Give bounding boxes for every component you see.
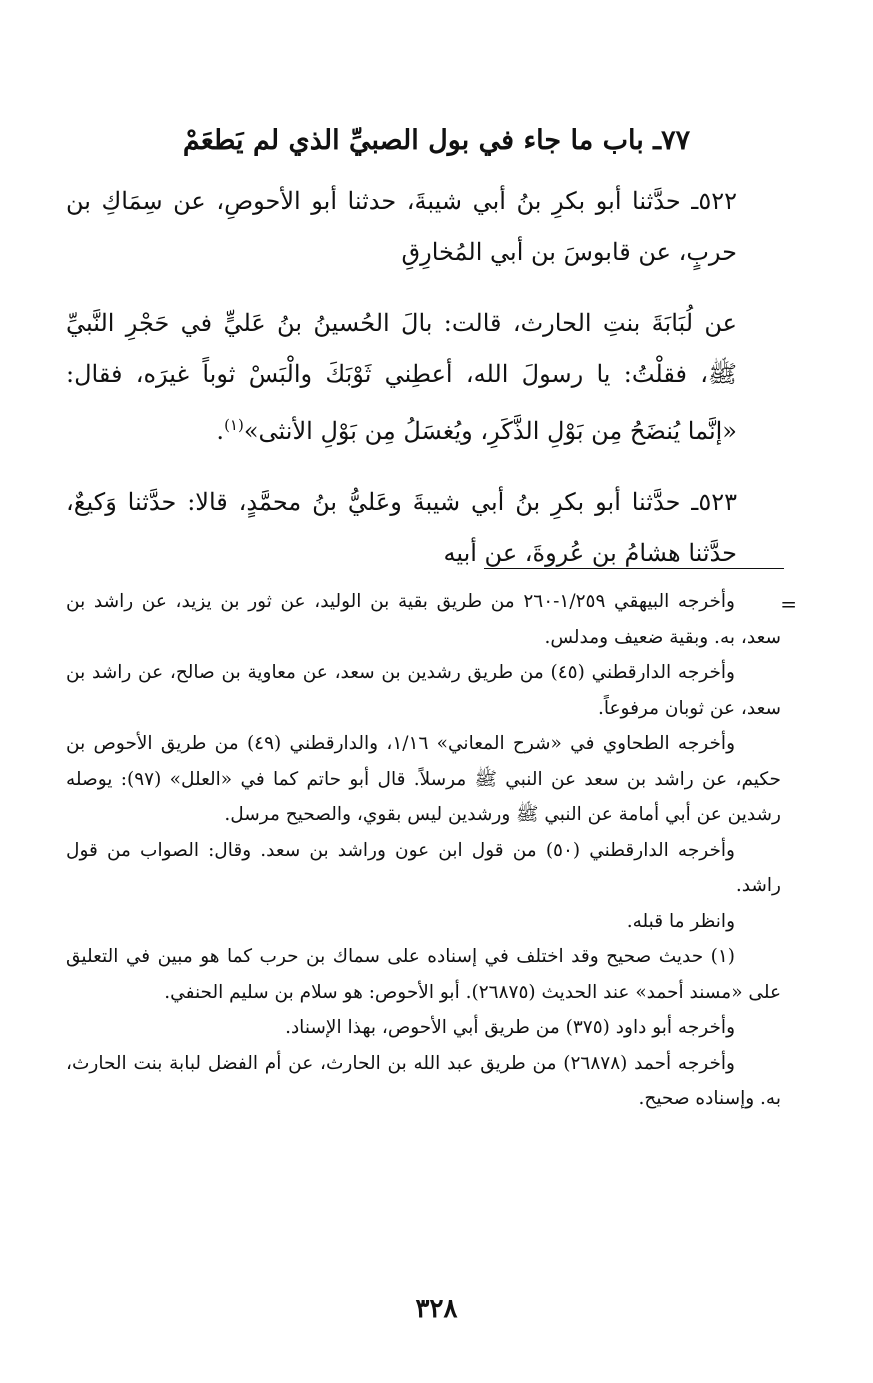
hadith-522-matn xyxy=(66,298,737,457)
footnote-1: (١) حديث صحيح وقد اختلف في إسناده على سماك بن حرب كما هو مبين في التعليق على «مسند أحمد» عند الحديث (٢٦٨٧٥). أبو الأحوص: هو سلام بن سليم الحنفي. xyxy=(66,946,781,1003)
chapter-title: ٧٧ـ باب ما جاء في بول الصبيِّ الذي لم يَطعَمْ xyxy=(182,125,691,156)
continuation-mark: = xyxy=(780,592,797,616)
footnotes xyxy=(66,584,781,1117)
footnote-divider xyxy=(484,568,784,569)
hadith-523-isnad: ٥٢٣ـ حدَّثنا أبو بكرِ بنُ أبي شيبةَ وعَليُّ بنُ محمَّدٍ، قالا: حدَّثنا وَكيعٌ، حدَّثنا هشامُ بن عُروةَ، عن أبيه xyxy=(66,488,737,567)
footnote-paragraph: وانظر ما قبله. xyxy=(626,910,735,932)
footnote-paragraph: وأخرجه الطحاوي في «شرح المعاني» ١/١٦، والدارقطني (٤٩) من طريق الأحوص بن حكيم، عن راشد بن سعد عن النبي ﷺ مرسلاً. قال أبو حاتم كما في «العلل» (٩٧): يوصله رشدين عن أبي أمامة عن النبي ﷺ ورشدين ليس بقوي، والصحيح مرسل. xyxy=(66,733,781,825)
footnote-paragraph: وأخرجه الدارقطني (٤٥) من طريق رشدين بن سعد، عن معاوية بن صالح، عن راشد بن سعد، عن ثوبان مرفوعاً. xyxy=(66,662,781,719)
main-text xyxy=(66,176,737,579)
footnote-paragraph: وأخرجه أحمد (٢٦٨٧٨) من طريق عبد الله بن الحارث، عن أم الفضل لبابة بنت الحارث، به. وإسناده صحيح. xyxy=(66,1052,781,1109)
hadith-522-matn-text: عن لُبَابَةَ بنتِ الحارث، قالت: بالَ الحُسينُ بنُ عَليٍّ في حَجْرِ النَّبيِّ ﷺ، فقلْتُ: يا رسولَ الله، أعطِني ثَوْبَكَ والْبَسْ ثوباً غيرَه، فقال: «إنَّما يُنضَحُ مِن بَوْلِ الذَّكَرِ، ويُغسَلُ مِن بَوْلِ الأنثى» xyxy=(66,309,737,445)
footnote-paragraph: وأخرجه الدارقطني (٥٠) من قول ابن عون وراشد بن سعد. وقال: الصواب من قول راشد. xyxy=(66,839,781,896)
page-number: ٣٢٨ xyxy=(415,1294,458,1324)
hadith-522-isnad: ٥٢٢ـ حدَّثنا أبو بكرِ بنُ أبي شيبةَ، حدثنا أبو الأحوصِ، عن سِمَاكِ بن حربٍ، عن قابوسَ بن أبي المُخارِقِ xyxy=(66,187,737,266)
footnote-ref-1[interactable]: (١) xyxy=(224,416,244,434)
footnote-paragraph: وأخرجه أبو داود (٣٧٥) من طريق أبي الأحوص، بهذا الإسناد. xyxy=(285,1017,735,1038)
footnote-paragraph: وأخرجه البيهقي ١/٢٥٩-٢٦٠ من طريق بقية بن الوليد، عن ثور بن يزيد، عن راشد بن سعد، به. وبقية ضعيف ومدلس. xyxy=(66,591,781,648)
matn-end-mark: . xyxy=(216,417,225,445)
